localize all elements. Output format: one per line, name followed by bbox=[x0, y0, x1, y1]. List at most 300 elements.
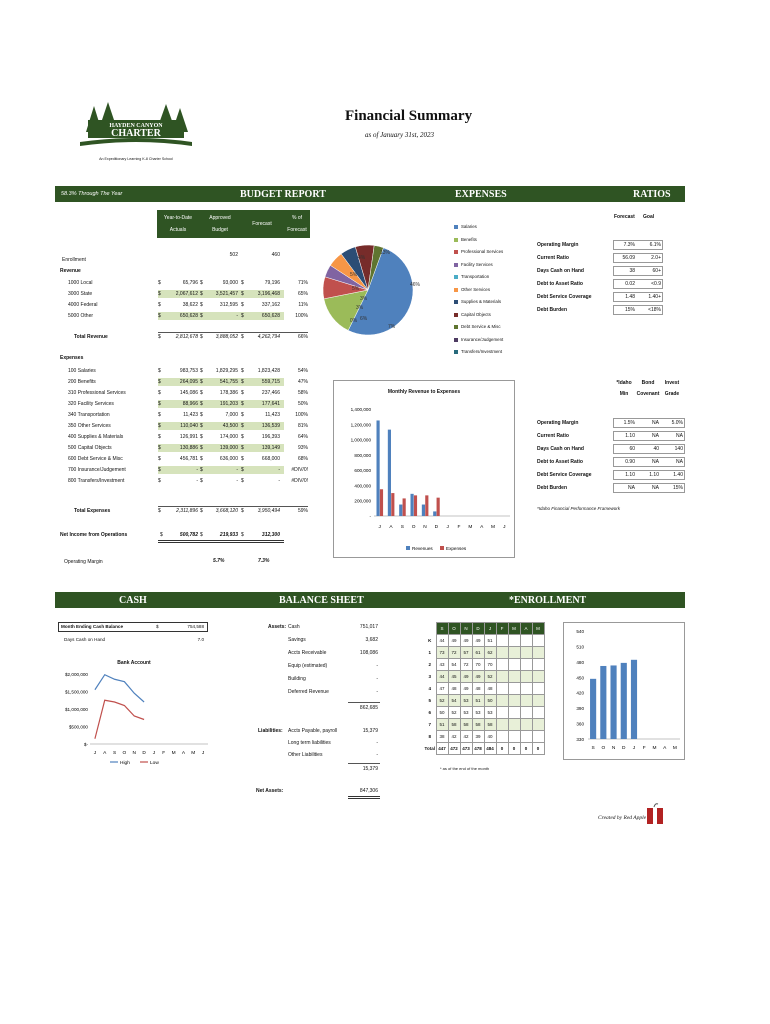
x-tick-label: F bbox=[642, 746, 646, 751]
budget-row-label: 600 Debt Service & Misc bbox=[68, 456, 123, 462]
currency-symbol: $ bbox=[241, 412, 244, 418]
enrollment-grade: 2 bbox=[428, 662, 431, 667]
y-tick-label: $- bbox=[83, 742, 88, 747]
enrollment-cell: 49 bbox=[460, 635, 472, 647]
currency-symbol: $ bbox=[158, 390, 161, 396]
x-tick-label: J bbox=[503, 525, 506, 530]
budget-fc-value: 668,000 bbox=[261, 456, 280, 462]
enrollment-month: J bbox=[484, 623, 496, 635]
budget-ytd-value: - bbox=[196, 467, 198, 473]
budget-ytd-value: 650,628 bbox=[179, 313, 198, 319]
ratios-title: RATIOS bbox=[633, 189, 671, 200]
enrollment-cell: 57 bbox=[460, 647, 472, 659]
days-cash-label: Days Cash on Hand bbox=[64, 637, 106, 642]
budget-row-label: 340 Transportation bbox=[68, 412, 110, 418]
ratio-label: Operating Margin bbox=[537, 242, 579, 248]
total-expenses-bud: 3,668,120 bbox=[215, 508, 238, 514]
currency-symbol: $ bbox=[158, 467, 161, 473]
y-tick-label: 1,200,000 bbox=[350, 422, 371, 428]
enrollment-total: 0 bbox=[496, 743, 508, 755]
liability-value: - bbox=[376, 752, 378, 758]
enrollment-cell: 61 bbox=[472, 647, 484, 659]
ratios-col-forecast: Forecast bbox=[614, 214, 635, 220]
enrollment-row bbox=[424, 707, 544, 719]
x-tick-label: M bbox=[491, 525, 495, 530]
pie-label: 3% bbox=[360, 296, 368, 302]
legend-swatch bbox=[454, 338, 458, 342]
budget-fc-value: 559,715 bbox=[261, 379, 280, 385]
x-tick-label: J bbox=[93, 751, 97, 756]
x-tick-label: A bbox=[480, 525, 484, 530]
legend-swatch bbox=[440, 546, 444, 550]
apple-logo-icon bbox=[644, 803, 666, 825]
margin-forecast: 7.3% bbox=[258, 558, 270, 564]
enrollment-grade: 7 bbox=[428, 722, 431, 727]
enrollment-header-row bbox=[424, 623, 544, 635]
enrollment-cell: 49 bbox=[460, 671, 472, 683]
y-tick-label: 1,000,000 bbox=[350, 437, 371, 443]
budget-pct-value: 81% bbox=[297, 423, 308, 429]
enrollment-cell bbox=[520, 719, 532, 731]
currency-symbol: $ bbox=[200, 478, 203, 484]
enrollment-month: M bbox=[532, 623, 544, 635]
enrollment-cell bbox=[508, 707, 520, 719]
legend-swatch bbox=[406, 546, 410, 550]
bar-revenues bbox=[399, 505, 402, 516]
asset-label: Accts Receivable bbox=[288, 650, 327, 656]
enrollment-chart bbox=[563, 622, 685, 760]
enrollment-cell bbox=[532, 635, 544, 647]
budget-bud-value: - bbox=[236, 478, 238, 484]
bar-revenues bbox=[376, 420, 379, 516]
asset-value: - bbox=[376, 663, 378, 669]
ratio-label: Debt to Asset Ratio bbox=[537, 281, 583, 287]
school-logo bbox=[80, 102, 192, 164]
budget-pct-value: 47% bbox=[297, 379, 308, 385]
enrollment-cell: 49 bbox=[472, 635, 484, 647]
budget-pct-value: 11% bbox=[298, 302, 308, 308]
enrollment-cell bbox=[520, 707, 532, 719]
enrollment-cell bbox=[520, 683, 532, 695]
budget-ytd-value: 11,423 bbox=[183, 412, 198, 418]
budget-row-label: 500 Capital Objects bbox=[68, 445, 112, 451]
legend-label: Expenses bbox=[446, 546, 467, 551]
x-tick-label: S bbox=[400, 525, 404, 530]
ratio-goal: 60+ bbox=[652, 268, 661, 274]
budget-fc-value: 1,823,428 bbox=[257, 368, 280, 374]
enrollment-cell bbox=[532, 707, 544, 719]
budget-pct-value: #DIV/0! bbox=[291, 467, 308, 473]
enrollment-cell bbox=[508, 659, 520, 671]
bar-revenues bbox=[410, 494, 413, 516]
budget-ytd-value: 110,040 bbox=[180, 423, 198, 429]
enrollment-cell bbox=[496, 683, 508, 695]
ratios-h2-idaho: *Idaho bbox=[616, 380, 632, 386]
col-approved2: Budget bbox=[212, 227, 228, 233]
enrollment-grade: 8 bbox=[428, 734, 431, 739]
budget-fc-value: 11,423 bbox=[265, 412, 280, 418]
logo-text-top: HAYDEN CANYON bbox=[109, 123, 163, 129]
enrollment-cell bbox=[496, 671, 508, 683]
enrollment-cell bbox=[508, 731, 520, 743]
cash-panel bbox=[58, 622, 218, 772]
ratio-forecast: 1.48 bbox=[625, 294, 635, 300]
enrollment-cell: 42 bbox=[460, 731, 472, 743]
ratio2-bond: NA bbox=[652, 433, 659, 439]
budget-row-label: 3000 State bbox=[68, 291, 93, 297]
enrollment-row bbox=[424, 647, 544, 659]
budget-table bbox=[60, 210, 310, 540]
pie-label: 5% bbox=[352, 286, 360, 292]
net-income-label: Net Income from Operations bbox=[60, 532, 128, 538]
legend-swatch bbox=[454, 238, 458, 242]
budget-fc-value: - bbox=[278, 467, 280, 473]
budget-ytd-value: 88,966 bbox=[182, 401, 198, 407]
enrollment-total: 0 bbox=[532, 743, 544, 755]
currency-symbol: $ bbox=[241, 467, 244, 473]
currency-symbol: $ bbox=[200, 291, 203, 297]
ratio2-idaho: NA bbox=[628, 485, 635, 491]
budget-bud-value: 93,000 bbox=[222, 280, 238, 286]
enrollment-cell bbox=[508, 719, 520, 731]
legend-swatch bbox=[454, 288, 458, 292]
enrollment-cell bbox=[520, 671, 532, 683]
enrollment-cell: 52 bbox=[484, 671, 496, 683]
budget-pct-value: 71% bbox=[297, 280, 308, 286]
budget-ytd-value: 2,067,612 bbox=[175, 291, 198, 297]
enrollment-row bbox=[424, 671, 544, 683]
enrollment-cell bbox=[496, 731, 508, 743]
enrollment-cell bbox=[520, 647, 532, 659]
enrollment-bar bbox=[621, 663, 627, 739]
enrollment-total-label: Total bbox=[424, 746, 435, 751]
col-forecast: Forecast bbox=[252, 221, 272, 227]
legend-label: Capital Objects bbox=[461, 311, 491, 317]
liability-label: Other Liabilities bbox=[288, 752, 323, 758]
col-pct: % of bbox=[291, 215, 302, 221]
enrollment-corner bbox=[424, 623, 436, 635]
x-tick-label: S bbox=[591, 746, 595, 751]
ratio-goal: 2.0+ bbox=[651, 255, 661, 261]
currency-symbol: $ bbox=[200, 445, 203, 451]
enrollment-cell: 43 bbox=[436, 659, 448, 671]
total-revenue-fc: 4,262,794 bbox=[257, 334, 280, 340]
net-forecast: 312,300 bbox=[261, 532, 280, 538]
enrollment-cell: 47 bbox=[436, 683, 448, 695]
y-tick-label: 600,000 bbox=[354, 468, 371, 474]
enrollment-month: A bbox=[520, 623, 532, 635]
legend-swatch bbox=[454, 275, 458, 279]
budget-fc-value: 237,466 bbox=[261, 390, 280, 396]
bank-chart-title: Bank Account bbox=[117, 660, 151, 666]
currency-symbol: $ bbox=[241, 280, 244, 286]
total-revenue-ytd: 2,812,678 bbox=[175, 334, 198, 340]
currency-symbol: $ bbox=[241, 313, 244, 319]
x-tick-label: A bbox=[181, 751, 186, 756]
currency-symbol: $ bbox=[200, 456, 203, 462]
net-ytd: 500,782 bbox=[179, 532, 198, 538]
y-tick-label: 800,000 bbox=[354, 452, 371, 458]
legend-label: Transfers/Investment bbox=[461, 349, 503, 354]
budget-ytd-value: 264,095 bbox=[179, 379, 198, 385]
balance-title: BALANCE SHEET bbox=[279, 595, 364, 606]
x-tick-label: J bbox=[632, 746, 636, 751]
enrollment-cell bbox=[496, 707, 508, 719]
enrollment-total: 0 bbox=[508, 743, 520, 755]
total-rule bbox=[158, 506, 308, 507]
currency-symbol: $ bbox=[241, 478, 244, 484]
currency-symbol: $ bbox=[200, 423, 203, 429]
enrollment-total: 478 bbox=[472, 743, 484, 755]
currency-symbol: $ bbox=[158, 368, 161, 374]
enrollment-row bbox=[424, 731, 544, 743]
net-cur1: $ bbox=[160, 532, 163, 538]
x-tick-label: D bbox=[142, 751, 146, 756]
total-revenue-label: Total Revenue bbox=[74, 334, 108, 340]
ratio2-idaho: 1.5% bbox=[623, 420, 635, 426]
enrollment-cell: 58 bbox=[460, 719, 472, 731]
enrollment-month: S bbox=[436, 623, 448, 635]
enrollment-cell bbox=[508, 671, 520, 683]
enrollment-bar bbox=[631, 660, 637, 739]
ratios-h2-invest: Invest bbox=[664, 380, 680, 386]
budget-ytd-value: 456,781 bbox=[179, 456, 198, 462]
legend-swatch bbox=[454, 325, 458, 329]
x-tick-label: M bbox=[652, 746, 657, 751]
enrollment-cell: 70 bbox=[484, 659, 496, 671]
budget-row-label: 310 Professional Services bbox=[68, 390, 126, 396]
budget-ytd-value: 65,796 bbox=[182, 280, 198, 286]
x-tick-label: M bbox=[171, 751, 176, 756]
ratio-forecast: 56.09 bbox=[622, 255, 635, 261]
ratios-h2-covenant: Covenant bbox=[636, 391, 660, 397]
ratios-h2-bond: Bond bbox=[641, 380, 655, 386]
col-ytd2: Actuals bbox=[169, 227, 187, 233]
ratio-forecast: 38 bbox=[629, 268, 635, 274]
enrollment-row bbox=[424, 683, 544, 695]
currency-symbol: $ bbox=[158, 313, 161, 319]
enrollment-grade: 6 bbox=[428, 710, 431, 715]
enrollment-cell bbox=[520, 659, 532, 671]
currency-symbol: $ bbox=[241, 334, 244, 340]
enrollment-total: 447 bbox=[436, 743, 448, 755]
x-tick-label: J bbox=[446, 525, 449, 530]
legend-swatch bbox=[454, 350, 458, 354]
ratio2-label: Current Ratio bbox=[537, 433, 569, 439]
col-ytd: Year-to-Date bbox=[163, 215, 193, 221]
ratio2-idaho: 60 bbox=[629, 446, 635, 452]
enrollment-cell: 50 bbox=[436, 707, 448, 719]
assets-total: 862,685 bbox=[359, 705, 378, 711]
enrollment-row bbox=[424, 719, 544, 731]
enrollment-cell: 38 bbox=[436, 731, 448, 743]
legend-label: Salaries bbox=[461, 224, 477, 229]
pie-label: 0% bbox=[350, 318, 358, 324]
net-assets-value: 847,306 bbox=[359, 788, 378, 794]
currency-symbol: $ bbox=[241, 291, 244, 297]
enrollment-cell: 53 bbox=[484, 707, 496, 719]
ratio-goal: 6.1% bbox=[649, 242, 661, 248]
legend-label: High bbox=[120, 761, 130, 766]
enrollment-cell: 72 bbox=[460, 659, 472, 671]
asset-value: - bbox=[376, 676, 378, 682]
currency-symbol: $ bbox=[200, 313, 203, 319]
budget-row-label: 100 Salaries bbox=[68, 368, 96, 374]
asset-label: Building bbox=[288, 676, 306, 682]
x-tick-label: M bbox=[672, 746, 677, 751]
budget-fc-value: 136,539 bbox=[261, 423, 280, 429]
enrollment-title: *ENROLLMENT bbox=[509, 595, 587, 606]
ratio-goal: 1.40+ bbox=[648, 294, 661, 300]
x-tick-label: J bbox=[152, 751, 156, 756]
bar-revenues bbox=[422, 505, 425, 516]
ratios-col-goal: Goal bbox=[643, 214, 655, 220]
enrollment-cell bbox=[508, 647, 520, 659]
enrollment-bar bbox=[600, 666, 606, 739]
enrollment-cell: 62 bbox=[484, 647, 496, 659]
assets-rule bbox=[348, 702, 380, 703]
ratio-goal: <0.9 bbox=[651, 281, 661, 287]
currency-symbol: $ bbox=[200, 434, 203, 440]
y-tick-label: 450 bbox=[576, 675, 584, 681]
enrollment-bar bbox=[590, 679, 596, 739]
total-expenses-fc: 3,950,494 bbox=[257, 508, 280, 514]
asset-value: 3,682 bbox=[365, 637, 378, 643]
legend-swatch bbox=[454, 250, 458, 254]
asset-value: - bbox=[376, 689, 378, 695]
enrollment-cell bbox=[508, 683, 520, 695]
y-tick-label: $500,000 bbox=[68, 724, 88, 730]
enrollment-cell: 52 bbox=[436, 695, 448, 707]
enrollment-cell: 39 bbox=[472, 731, 484, 743]
x-tick-label: O bbox=[411, 525, 416, 530]
pie-label: 5% bbox=[350, 272, 358, 278]
legend-swatch bbox=[454, 313, 458, 317]
ratios-h2-grade: Grade bbox=[664, 391, 680, 397]
liab-rule bbox=[348, 763, 380, 764]
budget-ytd-value: - bbox=[196, 478, 198, 484]
x-tick-label: M bbox=[191, 751, 196, 756]
pie-label: 46% bbox=[410, 282, 421, 288]
pie-label: 3% bbox=[356, 305, 364, 311]
enrollment-cell: 48 bbox=[448, 683, 460, 695]
ratio2-label: Debt Service Coverage bbox=[537, 472, 592, 478]
enrollment-cell: 53 bbox=[460, 695, 472, 707]
x-tick-label: F bbox=[162, 751, 166, 756]
currency-symbol: $ bbox=[200, 334, 203, 340]
y-tick-label: 390 bbox=[576, 706, 584, 712]
legend-swatch bbox=[454, 225, 458, 229]
ratio-label: Days Cash on Hand bbox=[537, 268, 584, 274]
budget-pct-value: 50% bbox=[297, 401, 308, 407]
budget-ytd-value: 126,991 bbox=[179, 434, 198, 440]
ratio2-invest: 1.40 bbox=[673, 472, 683, 478]
ratios-h2-min: Min bbox=[619, 391, 629, 397]
enrollment-cell bbox=[532, 695, 544, 707]
currency-symbol: $ bbox=[241, 423, 244, 429]
logo-text-main: CHARTER bbox=[111, 128, 161, 139]
legend-swatch bbox=[454, 300, 458, 304]
currency-symbol: $ bbox=[158, 456, 161, 462]
legend-label: Other Services bbox=[461, 286, 491, 292]
budget-bud-value: 1,829,295 bbox=[215, 368, 238, 374]
budget-ytd-value: 145,086 bbox=[179, 390, 198, 396]
ratio-label: Debt Burden bbox=[537, 307, 567, 313]
budget-fc-value: 177,641 bbox=[261, 401, 280, 407]
enrollment-grade: 1 bbox=[428, 650, 431, 655]
currency-symbol: $ bbox=[241, 401, 244, 407]
ratio-label: Current Ratio bbox=[537, 255, 569, 261]
cash-balance-label: Month Ending Cash Balance bbox=[61, 624, 124, 629]
enrollment-cell bbox=[520, 695, 532, 707]
bar-expenses bbox=[391, 493, 394, 516]
page-title: Financial Summary bbox=[345, 108, 473, 124]
enrollment-cell bbox=[508, 635, 520, 647]
x-tick-label: N bbox=[611, 746, 616, 751]
y-tick-label: 200,000 bbox=[354, 498, 371, 504]
x-tick-label: F bbox=[457, 525, 461, 530]
budget-bud-value: 43,500 bbox=[222, 423, 238, 429]
enrollment-grade: 5 bbox=[428, 698, 431, 703]
currency-symbol: $ bbox=[200, 390, 203, 396]
enrollment-grade: 3 bbox=[428, 674, 431, 679]
currency-symbol: $ bbox=[158, 334, 161, 340]
x-tick-label: S bbox=[112, 751, 117, 756]
currency-symbol: $ bbox=[200, 280, 203, 286]
currency-symbol: $ bbox=[158, 423, 161, 429]
enrollment-total: 484 bbox=[484, 743, 496, 755]
total-expenses-label: Total Expenses bbox=[74, 508, 111, 514]
enrollment-cell: 44 bbox=[436, 671, 448, 683]
budget-row-label: 1000 Local bbox=[68, 280, 93, 286]
currency-symbol: $ bbox=[241, 368, 244, 374]
y-tick-label: 540 bbox=[576, 629, 584, 634]
ratio-forecast: 0.02 bbox=[625, 281, 635, 287]
cash-balance-currency: $ bbox=[156, 624, 159, 629]
enrollment-cell bbox=[496, 719, 508, 731]
currency-symbol: $ bbox=[241, 456, 244, 462]
enrollment-cell: 51 bbox=[436, 719, 448, 731]
pie-label: 6% bbox=[360, 316, 368, 322]
budget-row-label: 700 Insurance/Judgement bbox=[68, 467, 126, 473]
y-tick-label: $1,000,000 bbox=[65, 707, 88, 712]
revenue-chart-title: Monthly Revenue to Expenses bbox=[387, 389, 461, 395]
budget-bud-value: 191,203 bbox=[219, 401, 238, 407]
currency-symbol: $ bbox=[158, 302, 161, 308]
cash-balance-value: 754,588 bbox=[187, 624, 204, 629]
bar-expenses bbox=[425, 495, 428, 516]
enrollment-cell bbox=[520, 635, 532, 647]
expense-pie-chart bbox=[320, 210, 520, 360]
currency-symbol: $ bbox=[241, 508, 244, 514]
enrollment-cell bbox=[520, 731, 532, 743]
enrollment-cell bbox=[496, 635, 508, 647]
currency-symbol: $ bbox=[158, 401, 161, 407]
budget-row-label: 400 Supplies & Materials bbox=[68, 434, 124, 440]
budget-bud-value: 7,000 bbox=[225, 412, 238, 418]
enrollment-bar bbox=[610, 665, 616, 739]
enrollment-label: Enrollment bbox=[62, 257, 86, 263]
net-budget: 219,933 bbox=[219, 532, 238, 538]
ratio2-bond: NA bbox=[652, 420, 659, 426]
currency-symbol: $ bbox=[158, 508, 161, 514]
enrollment-cell: 49 bbox=[472, 671, 484, 683]
legend-label: Professional Services bbox=[461, 249, 504, 254]
legend-label: Benefits bbox=[461, 236, 477, 242]
budget-fc-value: 79,196 bbox=[264, 280, 280, 286]
enrollment-cell bbox=[496, 659, 508, 671]
legend-label: Revenues bbox=[412, 546, 433, 551]
